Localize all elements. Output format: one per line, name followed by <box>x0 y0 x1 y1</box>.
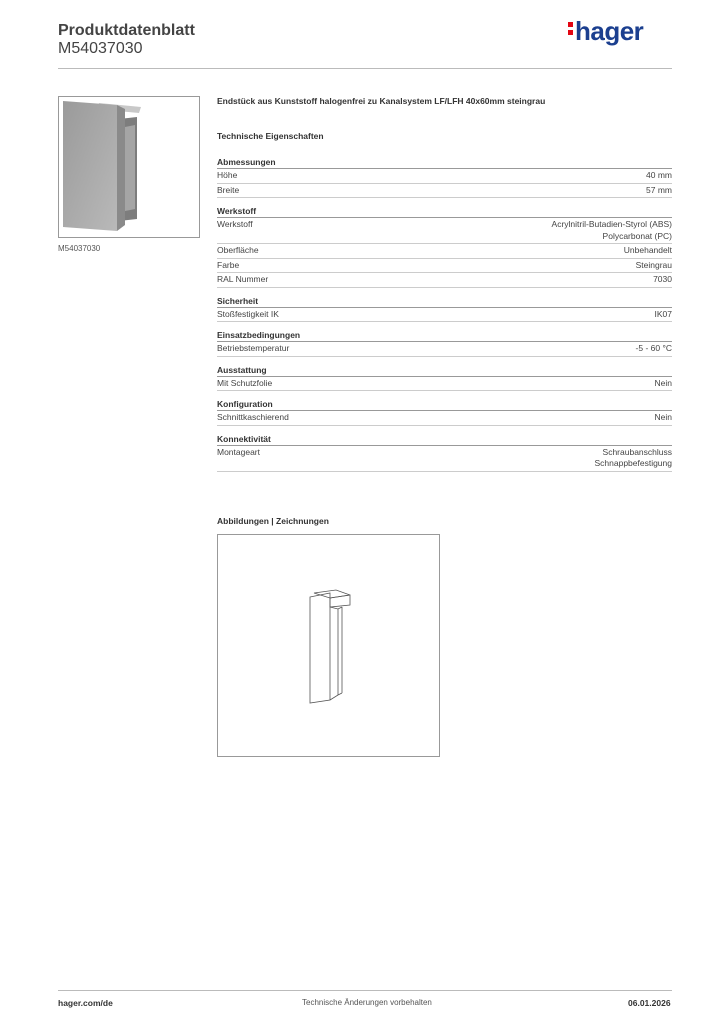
spec-section <box>217 206 672 288</box>
product-image-caption: M54037030 <box>58 244 101 253</box>
spec-label: RAL Nummer <box>217 274 269 284</box>
spec-value: Steingrau <box>635 259 672 270</box>
spec-section-title: Abmessungen <box>217 157 672 169</box>
spec-label: Montageart <box>217 446 260 457</box>
spec-label: Breite <box>217 184 240 195</box>
footer-notice: Technische Änderungen vorbehalten <box>302 998 432 1007</box>
spec-value: Nein <box>654 412 672 422</box>
spec-row <box>217 259 672 274</box>
spec-section-title: Sicherheit <box>217 296 672 308</box>
spec-row <box>217 411 672 426</box>
spec-row <box>217 273 672 288</box>
page-title: Produktdatenblatt <box>58 22 195 39</box>
spec-label: Oberfläche <box>217 245 259 255</box>
product-number: M54037030 <box>58 40 143 57</box>
product-image <box>58 96 200 238</box>
technical-drawing <box>217 534 440 757</box>
spec-row <box>217 342 672 357</box>
spec-value: Schraubanschluss Schnappbefestigung <box>594 446 672 468</box>
spec-value: IK07 <box>654 308 672 319</box>
end-cap-drawing-icon <box>218 535 439 756</box>
spec-section <box>217 434 672 472</box>
header-divider <box>58 68 672 69</box>
logo-dots-icon <box>568 19 573 38</box>
spec-section <box>217 399 672 426</box>
technical-heading: Technische Eigenschaften <box>217 131 324 141</box>
spec-table <box>217 157 672 480</box>
spec-row <box>217 169 672 184</box>
drawings-heading: Abbildungen | Zeichnungen <box>217 516 329 526</box>
spec-row <box>217 184 672 199</box>
end-cap-photo-icon <box>59 97 199 237</box>
spec-label: Farbe <box>217 259 240 270</box>
spec-value: 40 mm <box>646 170 672 180</box>
footer-divider <box>58 990 672 991</box>
footer-website: hager.com/de <box>58 998 113 1008</box>
spec-row <box>217 244 672 259</box>
spec-value: -5 - 60 °C <box>635 343 672 353</box>
footer-date: 06.01.2026 <box>628 998 671 1008</box>
spec-label: Stoßfestigkeit IK <box>217 308 279 319</box>
spec-row <box>217 446 672 472</box>
spec-value: 7030 <box>653 274 672 284</box>
logo-text: hager <box>575 16 644 46</box>
spec-section <box>217 365 672 392</box>
spec-label: Höhe <box>217 170 238 180</box>
spec-section <box>217 296 672 323</box>
spec-section-title: Einsatzbedingungen <box>217 330 672 342</box>
spec-row <box>217 377 672 392</box>
spec-section-title: Konnektivität <box>217 434 672 446</box>
spec-label: Mit Schutzfolie <box>217 377 273 388</box>
spec-value: Acrylnitril-Butadien-Styrol (ABS) Polycarbonat (PC) <box>551 219 672 241</box>
spec-section-title: Werkstoff <box>217 206 672 218</box>
spec-value: 57 mm <box>646 184 672 195</box>
spec-label: Betriebstemperatur <box>217 343 290 353</box>
spec-label: Werkstoff <box>217 219 253 229</box>
spec-value: Nein <box>654 377 672 388</box>
spec-label: Schnittkaschierend <box>217 412 289 422</box>
spec-section <box>217 330 672 357</box>
spec-row <box>217 308 672 323</box>
spec-section-title: Konfiguration <box>217 399 672 411</box>
spec-section <box>217 157 672 198</box>
hager-logo <box>568 16 643 47</box>
spec-section-title: Ausstattung <box>217 365 672 377</box>
spec-row <box>217 218 672 244</box>
spec-value: Unbehandelt <box>623 245 672 255</box>
product-description: Endstück aus Kunststoff halogenfrei zu Kanalsystem LF/LFH 40x60mm steingrau <box>217 96 546 106</box>
